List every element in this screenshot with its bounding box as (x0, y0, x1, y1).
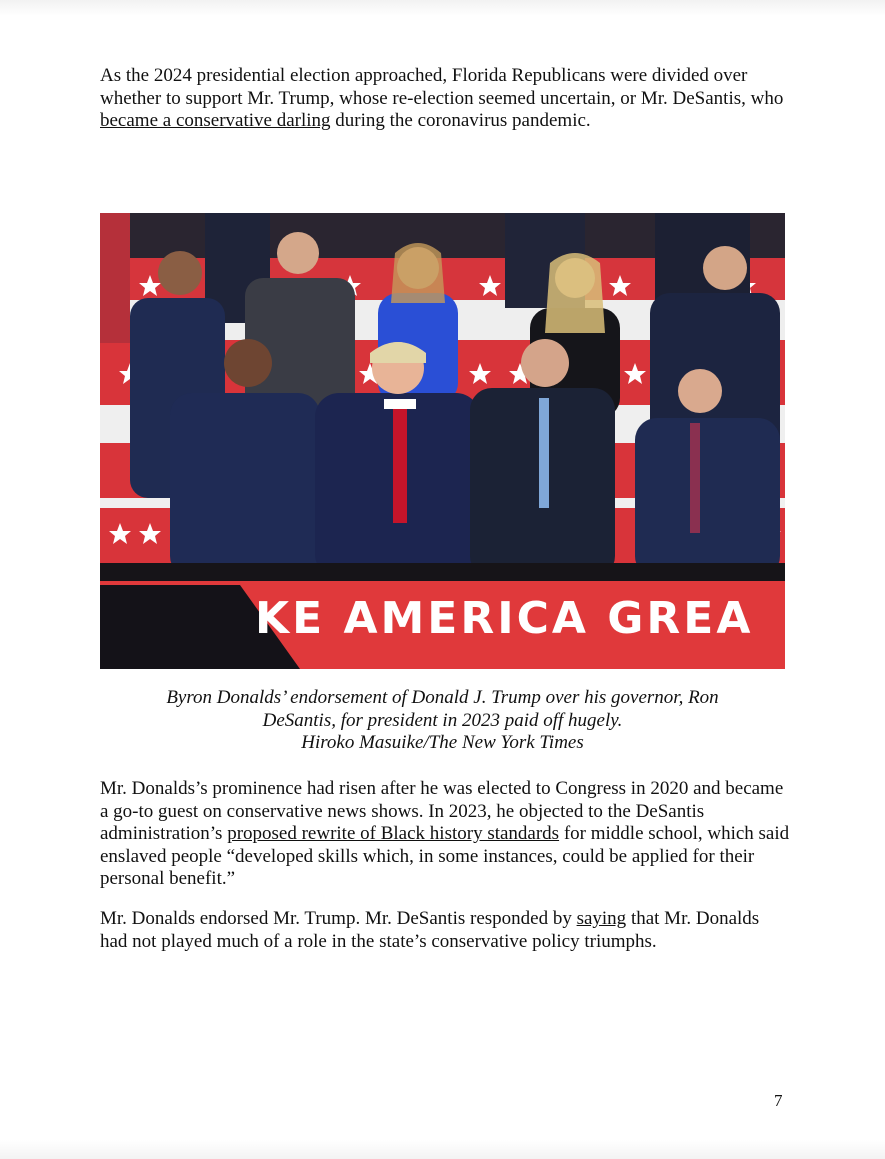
paragraph-text: Mr. Donalds’s prominence had risen after he was elected to Congress in 2020 and became a go-to guest on conservative news shows. In 2023, he objected to the DeSantis administration’s (100, 778, 784, 844)
banner-text: KE AMERICA GREA (255, 593, 754, 644)
paragraph-prominence (100, 778, 790, 891)
paragraph-text: As the 2024 presidential election approached, Florida Republicans were divided over whether to support Mr. Trump, whose re-election seemed uncertain, or Mr. DeSantis, who (100, 65, 784, 109)
page-number: 7 (774, 1091, 783, 1110)
photo-caption (100, 687, 785, 755)
paragraph-endorsement (100, 908, 790, 953)
link-conservative-darling[interactable]: became a conservative darling (100, 110, 331, 131)
link-history-standards[interactable]: proposed rewrite of Black history standards (227, 823, 560, 844)
paragraph-text: during the coronavirus pandemic. (330, 110, 591, 131)
link-saying[interactable]: saying (576, 908, 627, 929)
paragraph-text: that Mr. Donalds had not played much of a role in the state’s conservative policy triumphs. (100, 908, 760, 952)
caption-line-2: DeSantis, for president in 2023 paid off hugely. (262, 709, 623, 731)
caption-line-1: Byron Donalds’ endorsement of Donald J. Trump over his governor, Ron (166, 687, 719, 708)
photo-credit: Hiroko Masuike/The New York Times (301, 732, 584, 753)
convention-photo (100, 213, 785, 669)
paragraph-election (100, 65, 790, 133)
paragraph-text: Mr. Donalds endorsed Mr. Trump. Mr. DeSantis responded by (100, 908, 577, 929)
paragraph-text: for middle school, which said enslaved people “developed skills which, in some instances, could be applied for their personal benefit.” (100, 823, 790, 889)
